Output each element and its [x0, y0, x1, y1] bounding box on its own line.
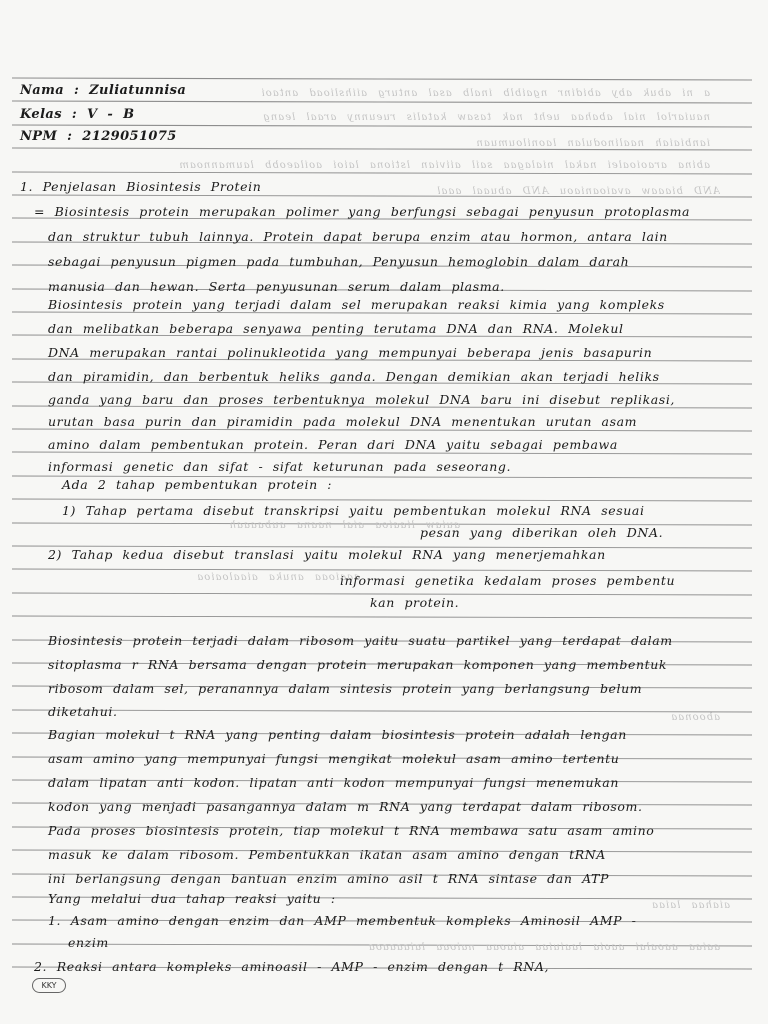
text-line: enzim: [68, 936, 109, 950]
text-line: urutan basa purin dan piramidin pada molekul DNA menentukan urutan asam: [48, 415, 638, 429]
text-line: = Biosintesis protein merupakan polimer yang berfungsi sebagai penyusun protoplasma: [34, 205, 691, 219]
bleed-through-text: ianbiaiah naalinodulan laoniloumuan: [475, 138, 710, 149]
section-heading: 1. Penjelasan Biosintesis Protein: [20, 180, 262, 194]
text-line: ini berlangsung dengan bantuan enzim amino asil t RNA sintase dan ATP: [48, 872, 609, 886]
text-line: 2) Tahap kedua disebut translasi yaitu molekul RNA yang menerjemahkan: [48, 548, 606, 562]
text-line: ribosom dalam sel, peranannya dalam sintesis protein yang berlangsung belum: [48, 682, 643, 696]
bleed-through-text: aaiaa aaoalai aaoia laaiuiaa aiaoaa naioaa laiaaaaoa: [367, 942, 720, 953]
text-line: masuk ke dalam ribosom. Pembentukkan ikatan asam amino dengan tRNA: [48, 848, 606, 862]
text-line: dalam lipatan anti kodon. lipatan anti kodon mempunyai fungsi menemukan: [48, 776, 619, 790]
text-line: informasi genetic dan sifat - sifat keturunan pada seseorang.: [48, 460, 512, 474]
text-line: 1. Asam amino dengan enzim dan AMP membentuk kompleks Aminosil AMP -: [48, 914, 637, 928]
text-line: Biosintesis protein yang terjadi dalam sel merupakan reaksi kimia yang kompleks: [48, 298, 665, 312]
bleed-through-text: aboonaa: [670, 712, 720, 723]
text-line: asam amino yang mempunyai fungsi mengikat molekul asam amino tertentu: [48, 752, 620, 766]
text-line: kodon yang menjadi pasangannya dalam m RNA yang terdapat dalam ribosom.: [48, 800, 643, 814]
bleed-through-text: nauiarlol nial abahaa ueht nak tasaw katalis rueunny araal leang: [262, 112, 710, 123]
text-line: diketahui.: [48, 705, 118, 719]
text-line: Ada 2 tahap pembentukan protein :: [62, 478, 333, 492]
text-line: dan struktur tubuh lainnya. Protein dapat berupa enzim atau hormon, antara lain: [48, 230, 668, 244]
student-class-line: Kelas : V - B: [20, 108, 135, 122]
text-line: sebagai penyusun pigmen pada tumbuhan, Penyusun hemoglobin dalam darah: [48, 255, 630, 269]
bleed-through-text: AND biaaaw avaioaniaou AND abuaal aaal: [436, 186, 720, 197]
text-line: amino dalam pembentukan protein. Peran dari DNA yaitu sebagai pembawa: [48, 438, 618, 452]
notebook-brand-mark: KKY: [32, 978, 66, 993]
text-line: 1) Tahap pertama disebut transkripsi yaitu pembentukan molekul RNA sesuai: [62, 504, 645, 518]
bleed-through-text: auiaw liaaioa aial naana aubaaaah: [228, 520, 460, 531]
text-line: dan piramidin, dan berbentuk heliks ganda. Dengan demikian akan terjadi heliks: [48, 370, 660, 384]
text-line: pesan yang diberikan oleh DNA.: [420, 526, 664, 540]
text-line: DNA merupakan rantai polinukleotida yang mempunyai beberapa jenis basapurin: [48, 346, 653, 360]
text-line: Bagian molekul t RNA yang penting dalam biosintesis protein adalah lengan: [48, 728, 627, 742]
bleed-through-text: a ni abuk aby abidinr ngaiblb inalb asal anturg aiihslioad antaoi: [260, 88, 710, 99]
text-line: Biosintesis protein terjadi dalam ribosom yaitu suatu partikel yang terdapat dalam: [48, 634, 673, 648]
text-line: 2. Reaksi antara kompleks aminoasil - AMP - enzim dengan t RNA,: [34, 960, 550, 974]
text-line: informasi genetika kedalam proses pembentu: [340, 574, 676, 588]
text-line: manusia dan hewan. Serta penyusunan serum dalam plasma.: [48, 280, 505, 294]
bleed-through-text: abina araoioalei nakal nialagaa sail aiivian lstiona laioi aoilaeobb laumannoam: [178, 160, 710, 171]
text-line: dan melibatkan beberapa senyawa penting terutama DNA dan RNA. Molekul: [48, 322, 624, 336]
text-line: kan protein.: [370, 596, 460, 610]
bleed-through-text: aaaioaa anuka aiaaloaioa: [196, 572, 360, 583]
student-npm-line: NPM : 2129051075: [20, 130, 177, 144]
bleed-through-text: aiahaa laiaa: [651, 900, 730, 911]
student-name-line: Nama : Zuliatunnisa: [20, 84, 187, 98]
text-line: sitoplasma r RNA bersama dengan protein merupakan komponen yang membentuk: [48, 658, 668, 672]
text-line: Yang melalui dua tahap reaksi yaitu :: [48, 892, 336, 906]
text-line: Pada proses biosintesis protein, tiap molekul t RNA membawa satu asam amino: [48, 824, 655, 838]
text-line: ganda yang baru dan proses terbentuknya molekul DNA baru ini disebut replikasi,: [48, 393, 675, 407]
